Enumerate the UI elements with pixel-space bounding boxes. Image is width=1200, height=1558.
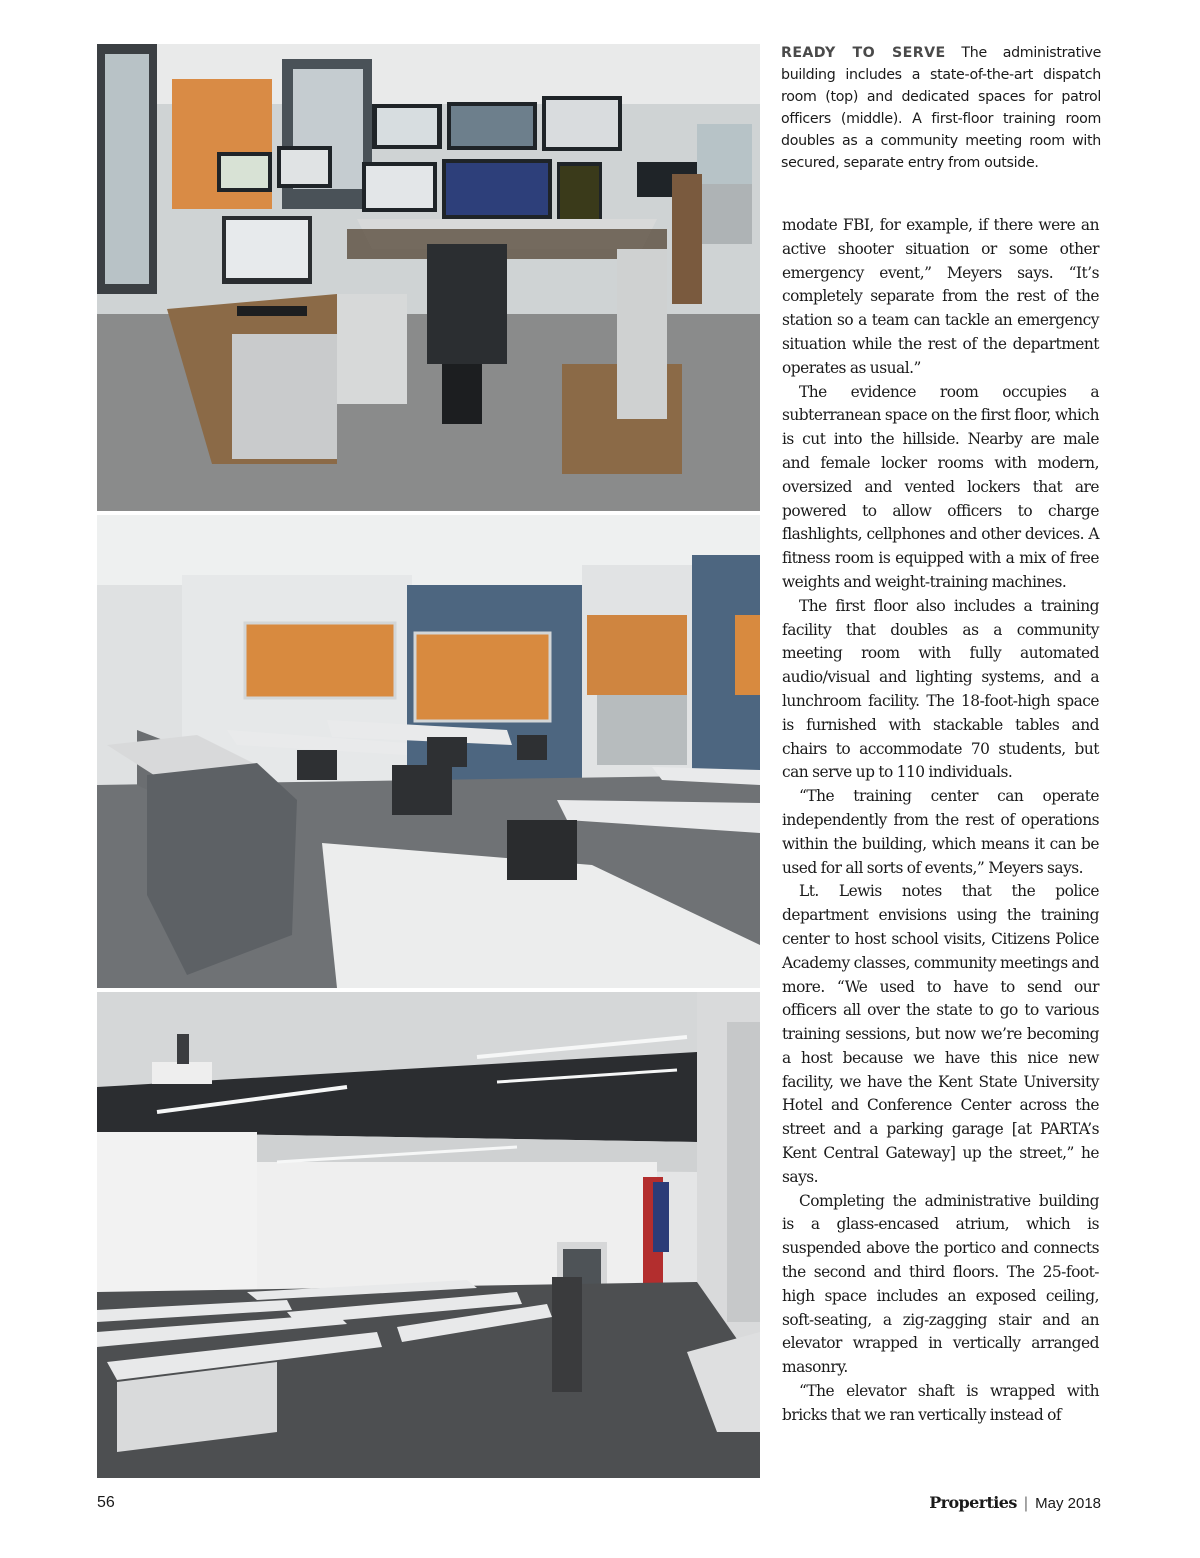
footer-separator: | <box>1023 1495 1029 1512</box>
article-paragraph: “The training center can operate independently from the rest of operations within the building, which means it can be used for all sorts of events,” Meyers says. <box>782 787 1099 877</box>
article-paragraph: “The elevator shaft is wrapped with bricks that we ran vertically instead of <box>782 1382 1099 1424</box>
dispatch-room-photo <box>97 44 760 511</box>
caption-text: The administrative building includes a state-of-the-art dispatch room (top) and dedicated spaces for patrol officers (middle). A first-floor training room doubles as a community meeting room with secured, separate entry from outside. <box>781 45 1101 171</box>
issue-date: May 2018 <box>1035 1495 1101 1512</box>
article-paragraph: modate FBI, for example, if there were an active shooter situation or some other emergency event,” Meyers says. “It’s completely separate from the rest of the station so a team can tackle an emergency situation while the rest of the department operates as usual.” <box>782 216 1099 377</box>
footer-brand <box>929 1493 1101 1513</box>
training-room-photo <box>97 992 760 1478</box>
article-paragraph: The evidence room occupies a subterranean space on the first floor, which is cut into the hillside. Nearby are male and female locker rooms with modern, oversized and vented lockers that are powered to allow officers to charge flashlights, cellphones and other devices. A fitness room is equipped with a mix of free weights and weight-training machines. <box>782 382 1099 591</box>
patrol-room-photo <box>97 515 760 988</box>
article-paragraph: Lt. Lewis notes that the police department envisions using the training center to host school visits, Citizens Police Academy classes, community meetings and more. “We used to have to send our officers all over the state to go to various training sessions, but now we’re becoming a host because we have this nice new facility, we have the Kent State University Hotel and Conference Center across the street and a parking garage [at PARTA’s Kent Central Gateway] up the street,” he says. <box>782 882 1099 1186</box>
article-paragraph: The first floor also includes a training facility that doubles as a community meeting room with fully automated audio/visual and lighting systems, and a lunchroom facility. The 18-foot-high space is furnished with stackable tables and chairs to accommodate 70 students, but can serve up to 110 individuals. <box>782 596 1099 782</box>
article-paragraph: Completing the administrative building is a glass-encased atrium, which is suspended above the portico and connects the second and third floors. The 25-foot-high space includes an exposed ceiling, soft-seating, a zig-zagging stair and an elevator wrapped in vertically arranged masonry. <box>782 1191 1099 1377</box>
photo-caption <box>781 42 1101 174</box>
article-body <box>782 214 1099 1428</box>
page-number: 56 <box>97 1494 115 1511</box>
magazine-name: Properties <box>929 1493 1017 1512</box>
caption-kicker: READY TO SERVE <box>781 45 946 61</box>
